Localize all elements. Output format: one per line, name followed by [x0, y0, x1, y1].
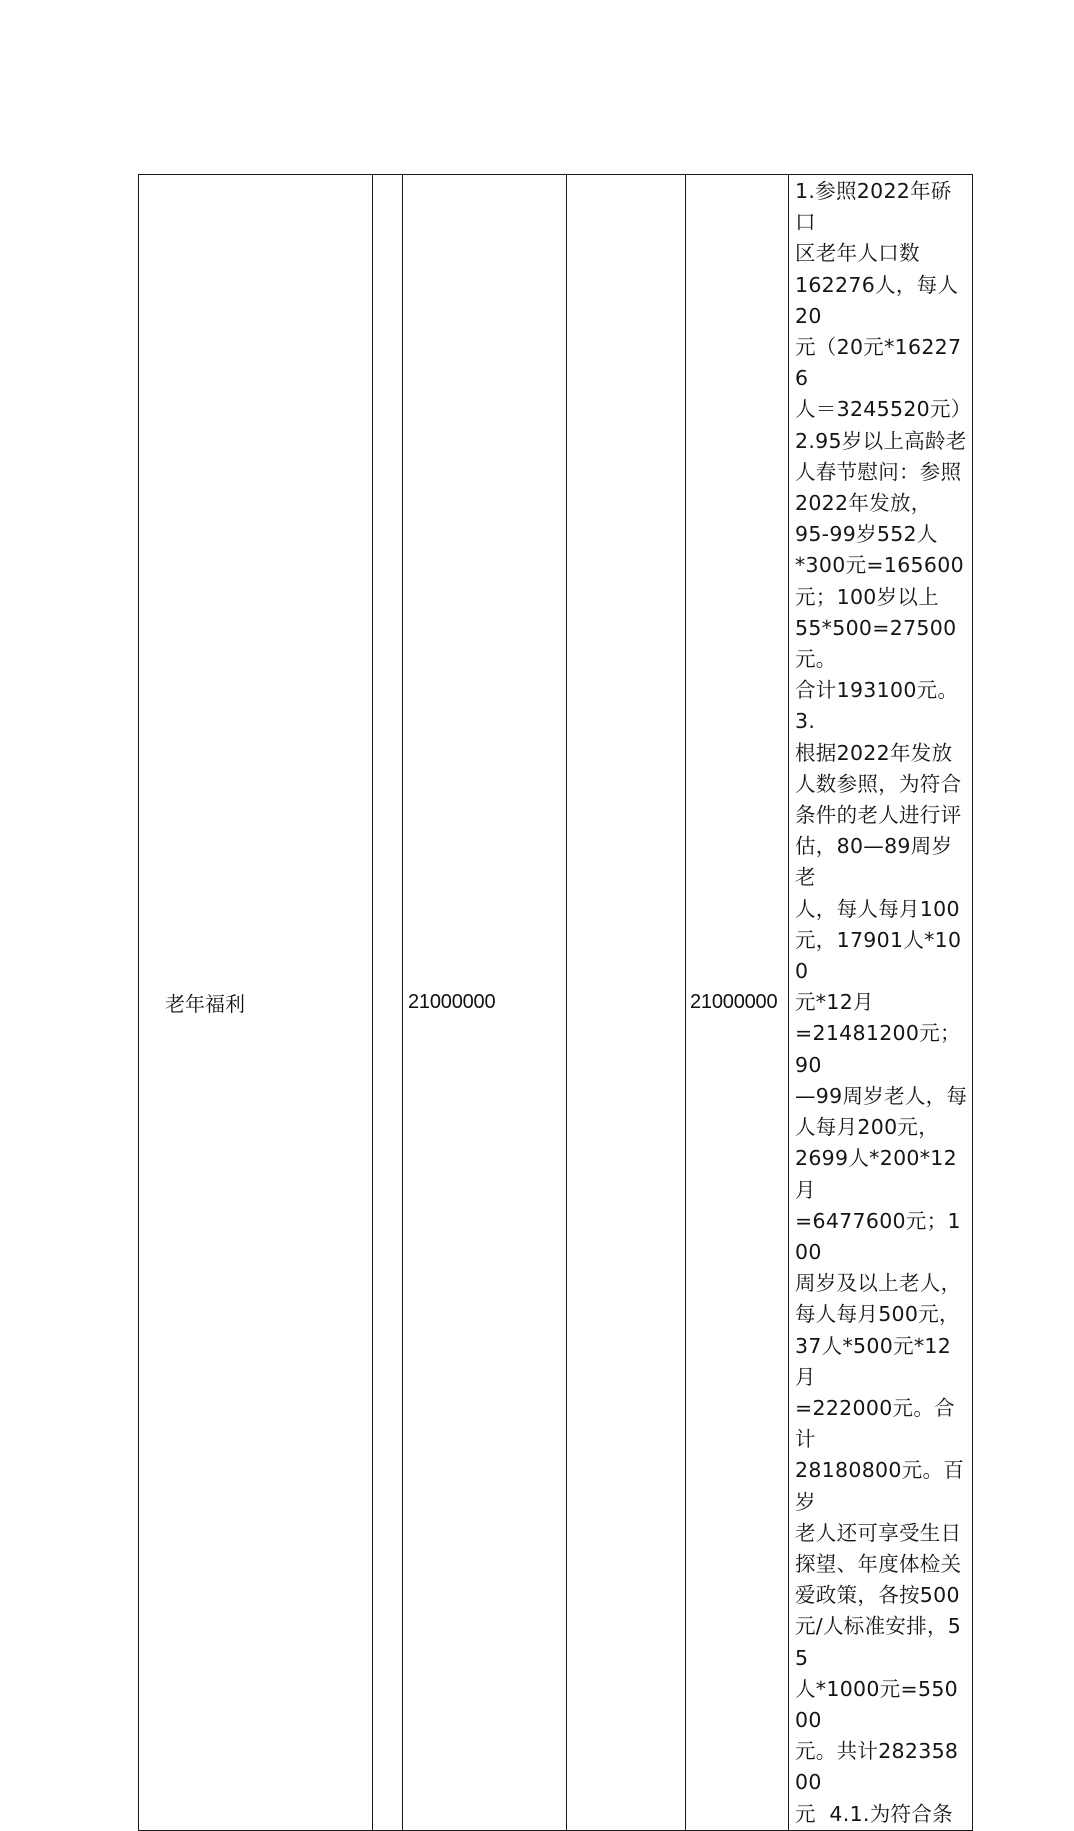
total-cell: [686, 175, 789, 1831]
note-line: *300元=165600: [795, 553, 964, 578]
note-line: 区老年人口数: [795, 241, 920, 266]
note-line: 周岁及以上老人，: [795, 1271, 962, 1296]
document-page: [138, 174, 972, 1826]
note-line: 估，80—89周岁老: [795, 834, 953, 890]
note-line: —99周岁老人，每: [795, 1083, 968, 1108]
note-line: 爱政策，各按500: [795, 1583, 960, 1608]
note-line: 元/人标准安排，55: [795, 1614, 962, 1670]
note-line: 人春节慰问：参照: [795, 459, 962, 484]
table-row: [139, 175, 973, 1831]
note-line: 合计193100元。3.: [795, 678, 959, 734]
note-line: 根据2022年发放: [795, 740, 953, 765]
note-line: 人＝3245520元）: [795, 397, 972, 422]
note-line: 55*500=27500元。: [795, 615, 957, 672]
blank-cell: [567, 175, 686, 1831]
budget-table: [138, 174, 973, 1831]
note-line: 元 4.1.为符合条: [795, 1801, 953, 1826]
amount-value: 21000000: [408, 990, 496, 1013]
note-line: 元*12月: [795, 990, 874, 1015]
note-line: 人每月200元，: [795, 1115, 940, 1140]
note-line: 元；100岁以上: [795, 584, 940, 609]
note-line: 探望、年度体检关: [795, 1551, 962, 1576]
note-line: 元（20元*162276: [795, 335, 962, 391]
note-line: 2.95岁以上高龄老: [795, 428, 967, 453]
note-line: 1.参照2022年硚口: [795, 179, 952, 235]
note-line: =21481200元；90: [795, 1021, 961, 1077]
blank-cell: [373, 175, 403, 1831]
amount-cell: [403, 175, 567, 1831]
note-line: =6477600元；100: [795, 1208, 961, 1264]
note-line: 元，17901人*100: [795, 927, 962, 984]
note-line: =222000元。合计: [795, 1395, 955, 1452]
total-value: 21000000: [690, 990, 778, 1013]
note-line: 37人*500元*12月: [795, 1333, 952, 1389]
note-line: 人数参照，为符合: [795, 771, 962, 796]
item-name-cell: [139, 175, 373, 1831]
note-line: 2699人*200*12月: [795, 1146, 957, 1202]
note-line: 人*1000元=55000: [795, 1676, 959, 1732]
note-line: 人，每人每月100: [795, 896, 960, 921]
note-text: [789, 175, 972, 1830]
note-cell: [789, 175, 973, 1831]
note-line: 162276人，每人20: [795, 272, 959, 328]
item-name: 老年福利: [165, 991, 245, 1016]
note-line: 元。共计28235800: [795, 1739, 959, 1795]
note-line: 2022年发放，: [795, 491, 932, 516]
note-line: 条件的老人进行评: [795, 803, 962, 828]
note-line: 28180800元。百岁: [795, 1458, 965, 1514]
note-line: 老人还可享受生日: [795, 1520, 962, 1545]
note-line: 每人每月500元，: [795, 1302, 960, 1327]
note-line: 95-99岁552人: [795, 522, 938, 547]
